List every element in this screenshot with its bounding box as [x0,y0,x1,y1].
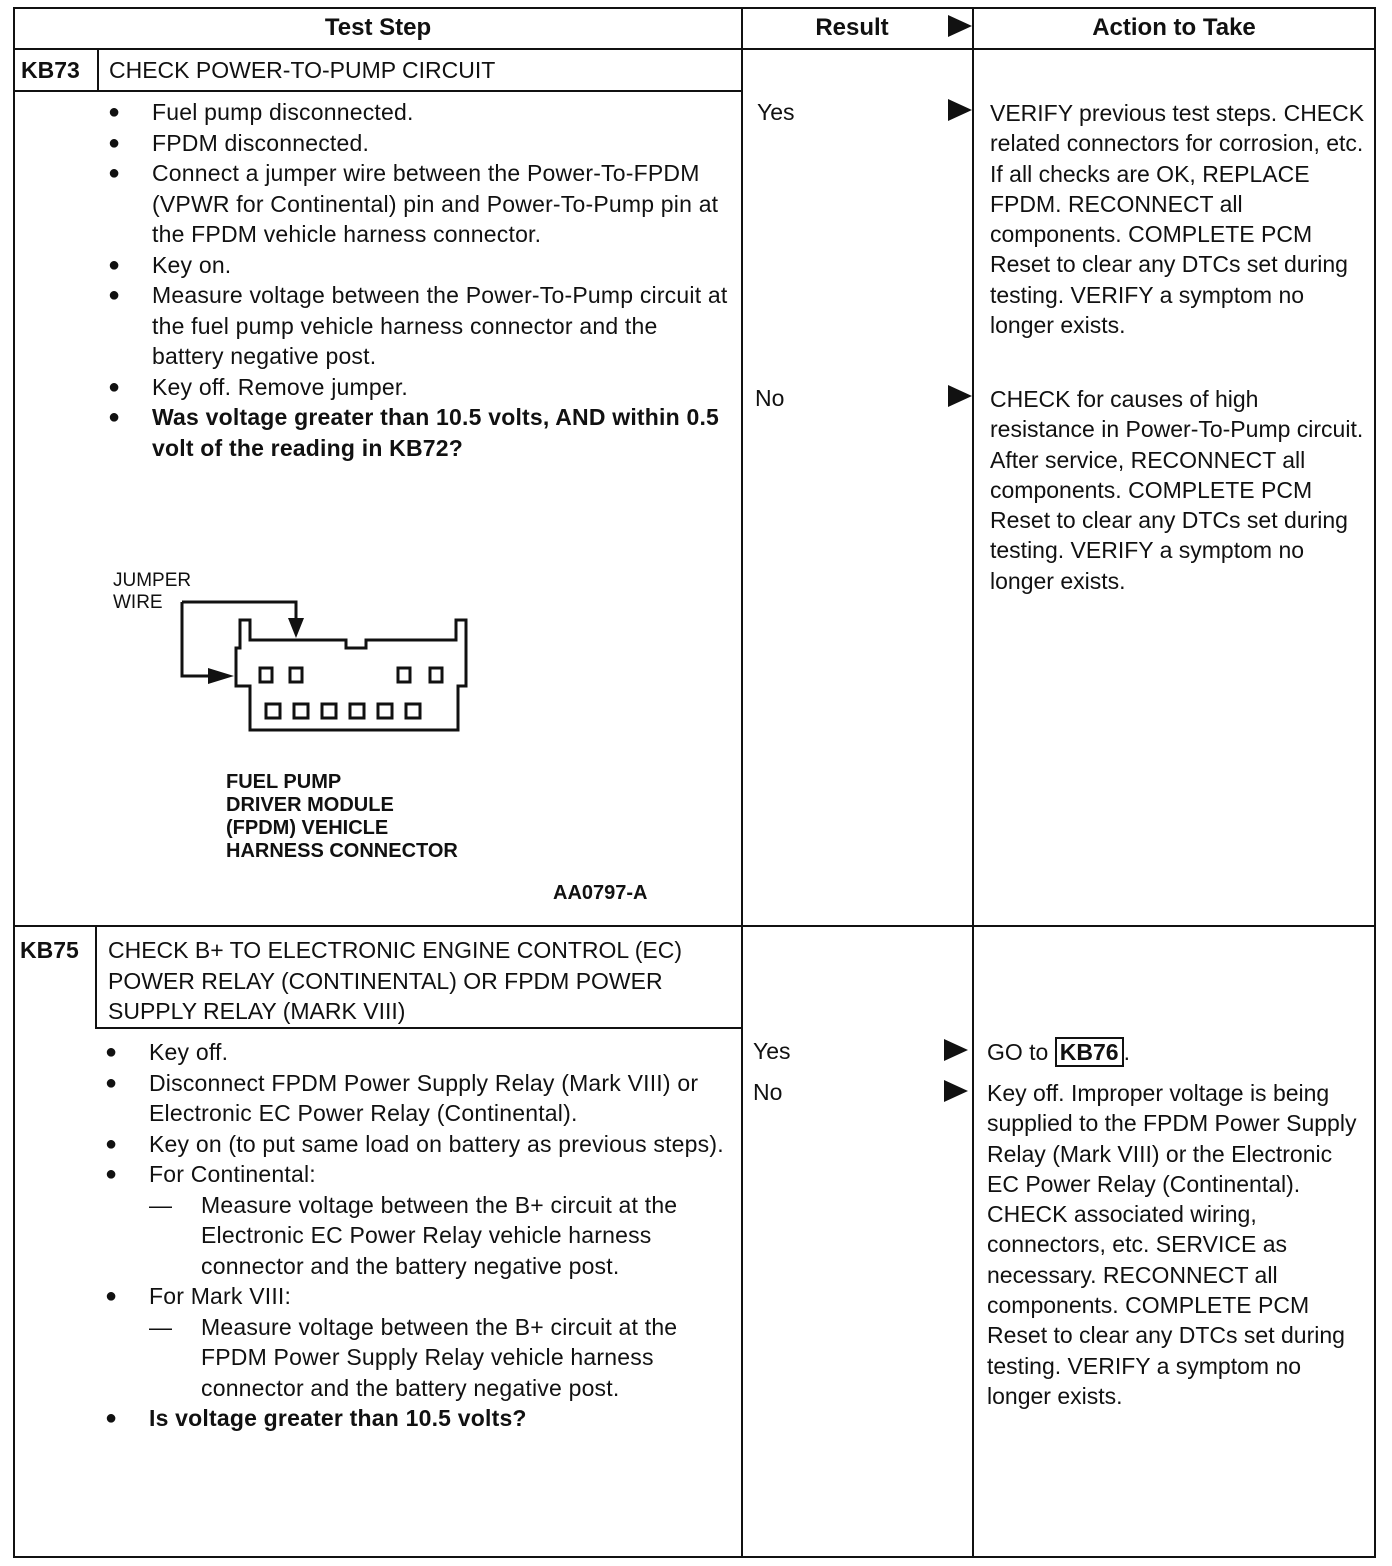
connector-caption: FUEL PUMP DRIVER MODULE (FPDM) VEHICLE HARNESS CONNECTOR [226,771,458,862]
kb73-no-action: CHECK for causes of high resistance in Power-To-Pump circuit. After service, RECONNECT all components. COMPLETE PCM Reset to clear any DTCs set during testing. VERIFY a symptom no longer exists. [990,386,1364,594]
connector-pin [350,704,364,718]
jumper-wire-label: JUMPER WIRE [113,570,192,613]
kb75-yes-action [987,1037,1367,1067]
table-border-top [13,7,1376,9]
kb76-reference-link[interactable]: KB76 [1055,1037,1124,1067]
step-item: ● Was voltage greater than 10.5 volts, AND within 0.5 volt of the reading in KB72? [108,402,728,463]
step-item: ● Measure voltage between the Power-To-Pump circuit at the fuel pump vehicle harness connector and the battery negative post. [108,280,728,372]
kb75-step-code: KB75 [20,937,79,963]
connector-pin [294,704,308,718]
connector-pin [430,668,442,682]
kb73-title-underline [13,90,743,92]
kb75-yes-action-prefix: GO to [987,1039,1049,1065]
step-item: ● FPDM disconnected. [108,128,728,159]
kb75-no-action: Key off. Improper voltage is being supplied to the FPDM Power Supply Relay (Mark VIII) or the Electronic EC Power Relay (Continental). CHECK associated wiring, connectors, etc. SERVICE as necessary. RECONNECT all components. COMPLETE PCM Reset to clear any DTCs set during testing. VERIFY a symptom no longer exists. [987,1080,1357,1409]
header-test-step: Test Step [324,14,432,41]
section-divider [13,925,1376,927]
kb75-no-label: No [753,1079,783,1105]
jumper-arrowhead-right [208,668,234,684]
table-border-left [13,7,15,1558]
step-item: ● Fuel pump disconnected. [108,97,728,128]
step-item: ● Key on. [108,250,728,281]
kb73-code-divider [97,48,99,91]
header-action: Action to Take [1092,14,1256,41]
step-item: ● Connect a jumper wire between the Power-To-FPDM (VPWR for Continental) pin and Power-To-Pump pin at the FPDM vehicle harness connector. [108,158,728,250]
kb73-yes-arrow-icon [948,99,972,121]
step-item: ● Is voltage greater than 10.5 volts? [105,1403,735,1434]
header-result: Result [815,14,889,41]
kb75-no-arrow-icon [944,1080,968,1102]
kb75-step-list [105,1037,735,1434]
connector-pin [260,668,272,682]
connector-pin [406,704,420,718]
kb73-yes-action: VERIFY previous test steps. CHECK related connectors for corrosion, etc. If all checks are OK, REPLACE FPDM. RECONNECT all components. COMPLETE PCM Reset to clear any DTCs set during testing. VERIFY a symptom no longer exists. [990,100,1365,339]
kb75-title-underline [95,1027,743,1029]
step-item: ● Key on (to put same load on battery as previous steps). [105,1129,735,1160]
step-item: ● Disconnect FPDM Power Supply Relay (Mark VIII) or Electronic EC Power Relay (Continental). [105,1068,735,1129]
fpdm-connector-diagram [170,590,480,740]
table-border-bottom [13,1556,1376,1558]
kb75-yes-arrow-icon [944,1039,968,1061]
connector-pin [398,668,410,682]
kb75-step-title: CHECK B+ TO ELECTRONIC ENGINE CONTROL (EC) POWER RELAY (CONTINENTAL) OR FPDM POWER SUPPLY RELAY (MARK VIII) [108,937,683,1024]
connector-pin [266,704,280,718]
connector-pin [378,704,392,718]
kb75-yes-action-suffix: . [1123,1039,1130,1065]
connector-pin [322,704,336,718]
kb75-code-divider [95,925,97,1029]
step-item: ● For Continental: [105,1159,735,1190]
sub-step-item: — Measure voltage between the B+ circuit at the Electronic EC Power Relay vehicle harness connector and the battery negative post. [105,1190,735,1282]
kb75-yes-label: Yes [753,1038,791,1064]
step-item: ● Key off. Remove jumper. [108,372,728,403]
header-divider [13,48,1376,50]
kb73-step-list [108,97,728,463]
kb73-yes-label: Yes [757,99,795,125]
kb73-no-arrow-icon [948,385,972,407]
kb73-step-title: CHECK POWER-TO-PUMP CIRCUIT [109,57,496,83]
step-item: ● Key off. [105,1037,735,1068]
table-border-right [1374,7,1376,1558]
kb73-no-label: No [755,385,785,411]
connector-pin [290,668,302,682]
column-divider-1 [741,7,743,1558]
kb73-step-code: KB73 [21,57,80,83]
column-divider-2 [972,7,974,1558]
step-item: ● For Mark VIII: [105,1281,735,1312]
header-result-arrow-icon [948,15,972,37]
figure-id: AA0797-A [553,882,648,904]
jumper-arrowhead-down [288,618,304,638]
sub-step-item: — Measure voltage between the B+ circuit at the FPDM Power Supply Relay vehicle harness connector and the battery negative post. [105,1312,735,1404]
